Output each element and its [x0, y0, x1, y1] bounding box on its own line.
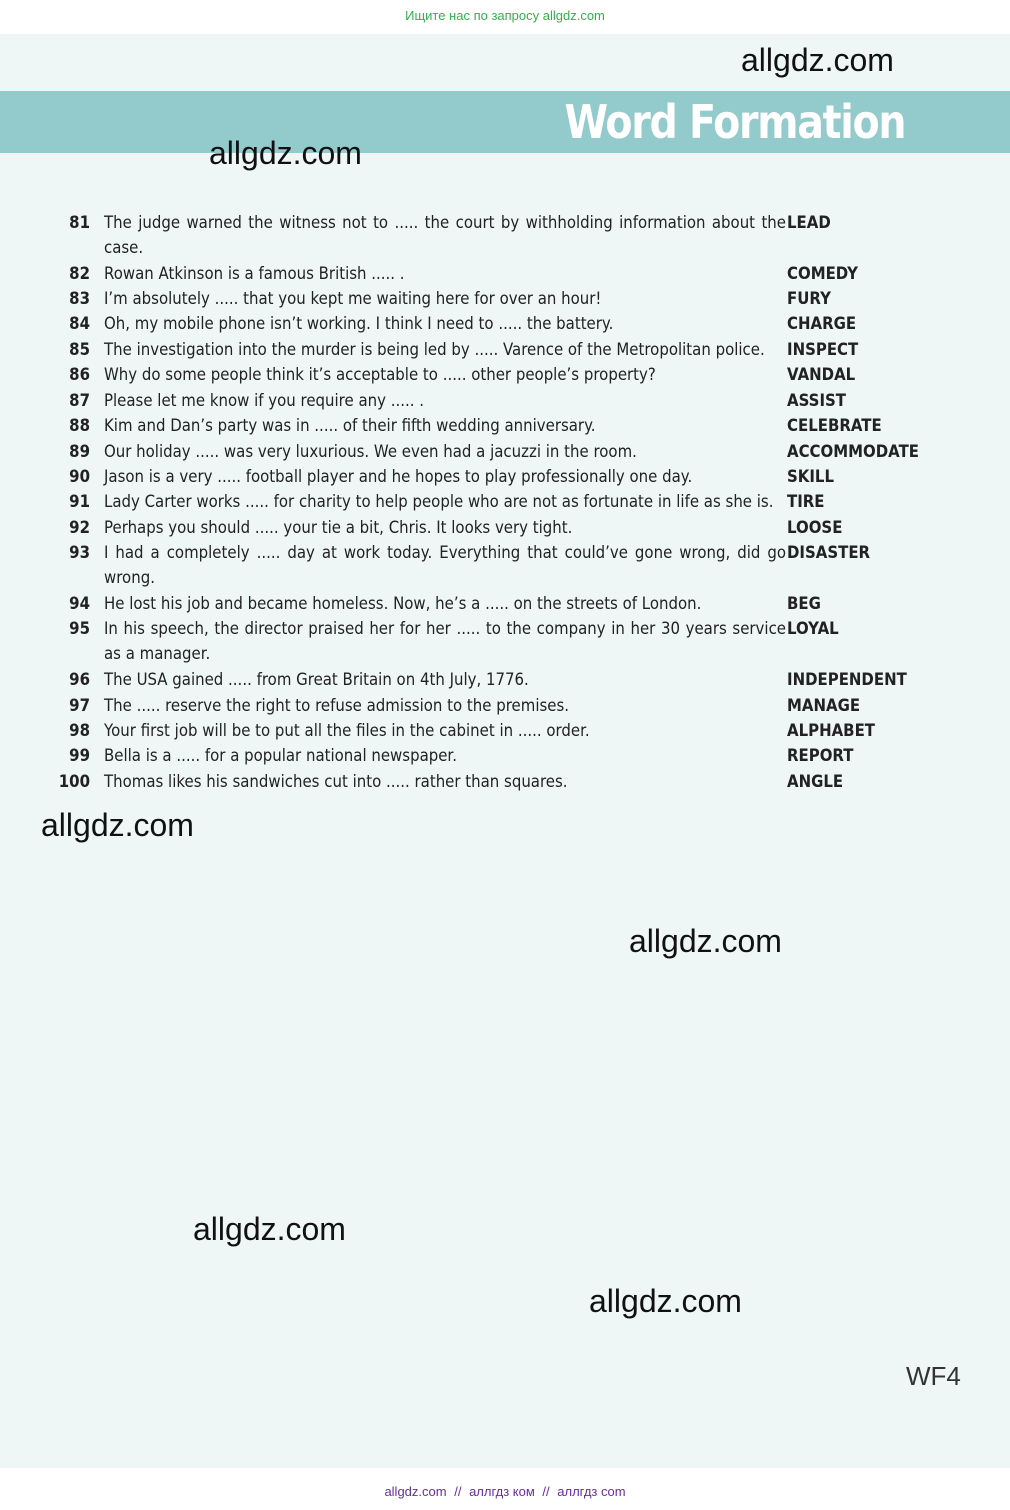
- item-number: 97: [69, 696, 90, 716]
- item-number: 95: [69, 619, 90, 639]
- item-number: 84: [69, 314, 90, 334]
- item-sentence: Perhaps you should ..... your tie a bit, Chris. It looks very tight.: [104, 518, 573, 538]
- item-sentence: Lady Carter works ..... for charity to help people who are not as fortunate in life as she is.: [104, 492, 774, 512]
- footer-separator: //: [454, 1484, 462, 1499]
- item-number: 92: [69, 518, 90, 538]
- item-number: 94: [69, 594, 90, 614]
- item-keyword: ASSIST: [787, 391, 847, 411]
- item-sentence: I’m absolutely ..... that you kept me waiting here for over an hour!: [104, 289, 602, 309]
- search-banner: Ищите нас по запросу allgdz.com: [405, 8, 605, 23]
- item-number: 96: [69, 670, 90, 690]
- item-keyword: CHARGE: [787, 314, 857, 334]
- item-sentence: Oh, my mobile phone isn’t working. I think I need to ..... the battery.: [104, 314, 614, 334]
- item-keyword: ANGLE: [787, 772, 844, 792]
- item-keyword: SKILL: [787, 467, 835, 487]
- item-keyword: ACCOMMODATE: [787, 442, 920, 462]
- watermark: allgdz.com: [629, 923, 782, 959]
- item-number: 100: [58, 772, 90, 792]
- item-number: 81: [69, 213, 90, 233]
- item-keyword: COMEDY: [787, 264, 858, 284]
- item-keyword: MANAGE: [787, 696, 861, 716]
- item-keyword: DISASTER: [787, 543, 871, 563]
- item-keyword: REPORT: [787, 746, 854, 766]
- item-sentence: The USA gained ..... from Great Britain on 4th July, 1776.: [104, 670, 529, 690]
- item-number: 89: [69, 442, 90, 462]
- watermark: allgdz.com: [741, 42, 894, 78]
- watermark: allgdz.com: [209, 135, 362, 171]
- item-sentence: Your first job will be to put all the files in the cabinet in ..... order.: [104, 721, 590, 741]
- item-sentence: The judge warned the witness not to ..... the court by withholding information about the case.: [104, 213, 786, 258]
- item-keyword: LOYAL: [787, 619, 839, 639]
- watermark: allgdz.com: [193, 1211, 346, 1247]
- item-number: 99: [69, 746, 90, 766]
- item-keyword: TIRE: [787, 492, 825, 512]
- item-keyword: CELEBRATE: [787, 416, 882, 436]
- footer-separator: //: [542, 1484, 550, 1499]
- item-sentence: Bella is a ..... for a popular national newspaper.: [104, 746, 457, 766]
- item-number: 91: [69, 492, 90, 512]
- item-sentence: I had a completely ..... day at work today. Everything that could’ve gone wrong, did go wrong.: [104, 543, 786, 588]
- item-number: 83: [69, 289, 90, 309]
- footer-link[interactable]: аллгдз com: [557, 1484, 626, 1499]
- item-sentence: Jason is a very ..... football player and he hopes to play professionally one day.: [104, 467, 693, 487]
- item-keyword: ALPHABET: [787, 721, 875, 741]
- item-sentence: The ..... reserve the right to refuse admission to the premises.: [104, 696, 570, 716]
- item-keyword: LEAD: [787, 213, 831, 233]
- footer-links: [0, 1474, 1010, 1510]
- item-sentence: Why do some people think it’s acceptable to ..... other people’s property?: [104, 365, 656, 385]
- footer-link[interactable]: аллгдз ком: [469, 1484, 535, 1499]
- item-keyword: LOOSE: [787, 518, 843, 538]
- watermark: allgdz.com: [589, 1283, 742, 1319]
- watermark: allgdz.com: [41, 807, 194, 843]
- item-keyword: INSPECT: [787, 340, 859, 360]
- item-number: 86: [69, 365, 90, 385]
- item-keyword: INDEPENDENT: [787, 670, 907, 690]
- item-number: 88: [69, 416, 90, 436]
- item-number: 87: [69, 391, 90, 411]
- item-sentence: In his speech, the director praised her for her ..... to the company in her 30 years service as a manager.: [104, 619, 786, 664]
- item-sentence: Thomas likes his sandwiches cut into ..... rather than squares.: [104, 772, 568, 792]
- item-keyword: BEG: [787, 594, 821, 614]
- item-sentence: Please let me know if you require any ..... .: [104, 391, 425, 411]
- page-code: WF4: [906, 1361, 961, 1391]
- title-band: [0, 91, 1010, 153]
- item-number: 82: [69, 264, 90, 284]
- item-number: 85: [69, 340, 90, 360]
- item-keyword: VANDAL: [787, 365, 856, 385]
- footer-link[interactable]: allgdz.com: [384, 1484, 447, 1499]
- item-sentence: The investigation into the murder is being led by ..... Varence of the Metropolitan police.: [104, 340, 765, 360]
- item-sentence: Our holiday ..... was very luxurious. We even had a jacuzzi in the room.: [104, 442, 637, 462]
- item-number: 93: [69, 543, 90, 563]
- item-sentence: Rowan Atkinson is a famous British ..... .: [104, 264, 405, 284]
- item-sentence: He lost his job and became homeless. Now, he’s a ..... on the streets of London.: [104, 594, 702, 614]
- item-number: 90: [69, 467, 90, 487]
- item-keyword: FURY: [787, 289, 831, 309]
- page-title: Word Formation: [564, 95, 905, 149]
- item-number: 98: [69, 721, 90, 741]
- item-sentence: Kim and Dan’s party was in ..... of their fifth wedding anniversary.: [104, 416, 596, 436]
